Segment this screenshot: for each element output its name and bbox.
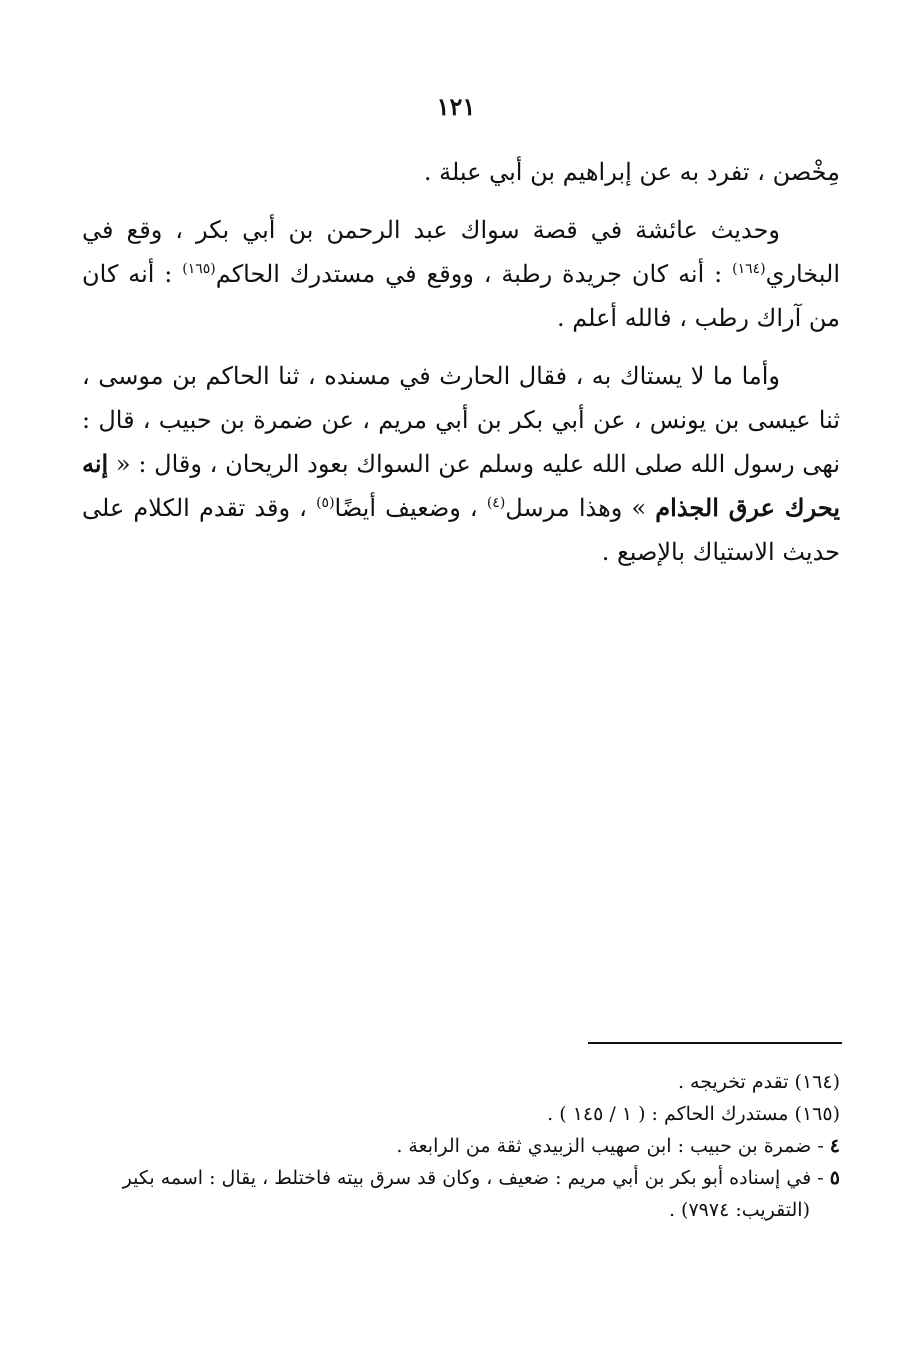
paragraph-2-text-c: : أنه كان من آراك رطب ، فالله أعلم .: [82, 260, 840, 332]
footnote-5-continuation: (التقريب: ٧٩٧٤) .: [668, 1199, 810, 1221]
paragraph-3-text-d: ، وقد تقدم الكلام على حديث الاستياك بالإصبع .: [82, 494, 840, 566]
main-text: [82, 150, 840, 574]
hadith-quote: إنه يحرك عرق الجذام: [82, 449, 841, 522]
footnote-number: ٤: [829, 1135, 840, 1157]
footnote-divider: [588, 1042, 842, 1044]
footnote-ref-5: (٥): [316, 495, 335, 511]
paragraph-3-text-a: وأما ما لا يستاك به ، فقال الحارث في مسنده ، ثنا الحاكم بن موسى ، ثنا عيسى بن يونس ، عن أبي بكر بن أبي مريم ، عن ضمرة بن حبيب ، قال : نهى رسول الله صلى الله عليه وسلم عن السواك بعود الريحان ، وقال : «: [82, 362, 841, 478]
footnote-ref-164: (١٦٤): [732, 261, 766, 277]
footnotes: [82, 1066, 840, 1226]
paragraph-3-text-b: » وهذا مرسل: [505, 494, 656, 522]
paragraph-2-text-a: وحديث عائشة في قصة سواك عبد الرحمن بن أبي بكر ، وقع في البخاري: [82, 216, 840, 288]
page-number: ١٢١: [436, 92, 476, 121]
paragraph-3-text-c: ، وضعيف أيضًا: [334, 494, 487, 522]
footnote-ref-4: (٤): [486, 495, 506, 511]
footnote-4: [82, 1130, 840, 1162]
footnote-164: [82, 1066, 840, 1098]
footnote-text: - ضمرة بن حبيب : ابن صهيب الزبيدي ثقة من الرابعة .: [396, 1135, 830, 1157]
footnote-165: [82, 1098, 840, 1130]
footnote-number: (١٦٥): [794, 1103, 840, 1125]
footnote-text: مستدرك الحاكم : ( ١ / ١٤٥ ) .: [547, 1103, 795, 1125]
footnote-number: ٥: [829, 1167, 840, 1189]
paragraph-1-text: مِخْصن ، تفرد به عن إبراهيم بن أبي عبلة .: [423, 158, 840, 186]
paragraph-2: [82, 208, 840, 340]
footnote-ref-165: (١٦٥): [182, 261, 216, 277]
paragraph-1: [82, 150, 840, 194]
paragraph-2-text-b: : أنه كان جريدة رطبة ، ووقع في مستدرك الحاكم: [215, 260, 733, 288]
footnote-5: [82, 1162, 840, 1194]
paragraph-3: [82, 354, 840, 574]
footnote-text: - في إسناده أبو بكر بن أبي مريم : ضعيف ، وكان قد سرق بيته فاختلط ، يقال : اسمه بكير: [122, 1167, 830, 1189]
footnote-text: تقدم تخريجه .: [677, 1071, 795, 1093]
footnote-number: (١٦٤): [794, 1071, 840, 1093]
